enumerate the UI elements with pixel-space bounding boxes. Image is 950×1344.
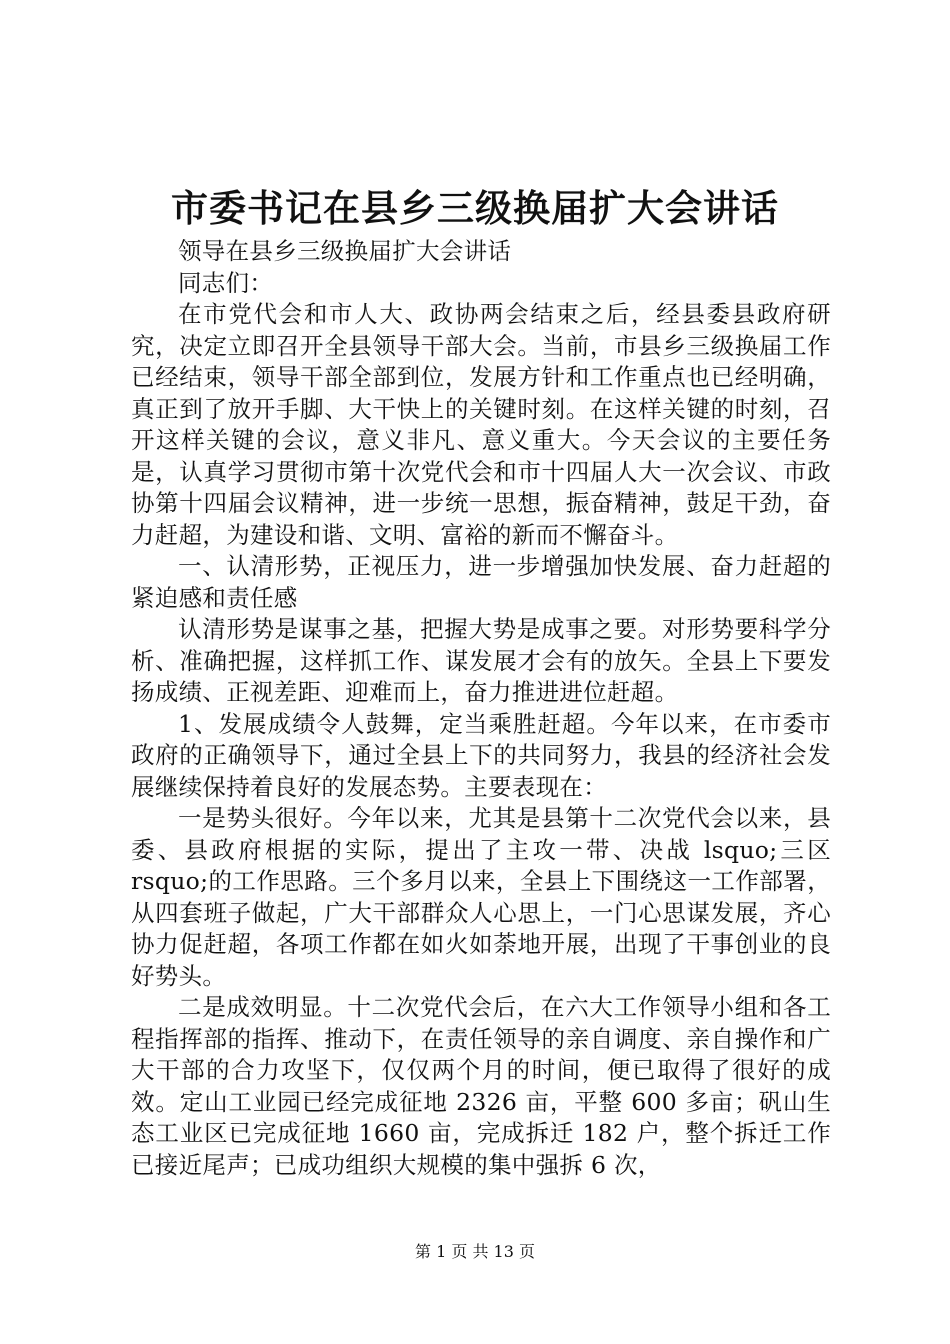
body-paragraph: 1、发展成绩令人鼓舞，定当乘胜赶超。今年以来，在市委市政府的正确领导下，通过全县上下的共同努力，我县的经济社会发展继续保持着良好的发展态势。主要表现在： [131, 709, 831, 801]
document-title: 市委书记在县乡三级换届扩大会讲话 [171, 186, 779, 230]
page-number-footer: 第 1 页 共 13 页 [415, 1242, 535, 1261]
body-paragraph: 在市党代会和市人大、政协两会结束之后，经县委县政府研究，决定立即召开全县领导干部大会。当前，市县乡三级换届工作已经结束，领导干部全部到位，发展方针和工作重点也已经明确，真正到了放开手脚、大干快上的关键时刻。在这样关键的时刻，召开这样关键的会议，意义非凡、意义重大。今天会议的主要任务是，认真学习贯彻市第十次党代会和市十四届人大一次会议、市政协第十四届会议精神，进一步统一思想，振奋精神，鼓足干劲，奋力赶超，为建设和谐、文明、富裕的新而不懈奋斗。 [131, 300, 831, 549]
document-body [131, 236, 831, 1181]
section-heading: 一、认清形势，正视压力，进一步增强加快发展、奋力赶超的紧迫感和责任感 [131, 552, 831, 612]
subtitle-paragraph: 领导在县乡三级换届扩大会讲话 [178, 237, 512, 265]
salutation-paragraph: 同志们： [178, 268, 274, 297]
body-paragraph: 认清形势是谋事之基，把握大势是成事之要。对形势要科学分析、准确把握，这样抓工作、谋发展才会有的放矢。全县上下要发扬成绩、正视差距、迎难而上，奋力推进进位赶超。 [131, 615, 831, 706]
body-paragraph: 一是势头很好。今年以来，尤其是县第十二次党代会以来，县委、县政府根据的实际，提出了主攻一带、决战 lsquo;三区 rsquo;的工作思路。三个多月以来，全县上下围绕这一工作部署，从四套班子做起，广大干部群众人心思上，一门心思谋发展，齐心协力促赶超，各项工作都在如火如荼地开展，出现了干事创业的良好势头。 [131, 804, 831, 990]
body-paragraph: 二是成效明显。十二次党代会后，在六大工作领导小组和各工程指挥部的指挥、推动下，在责任领导的亲自调度、亲自操作和广大干部的合力攻坚下，仅仅两个月的时间，便已取得了很好的成效。定山工业园已经完成征地 2326 亩，平整 600 多亩；矾山生态工业区已完成征地 1660 亩，完成拆迁 182 户，整个拆迁工作已接近尾声；已成功组织大规模的集中强拆 6 次， [131, 993, 831, 1179]
